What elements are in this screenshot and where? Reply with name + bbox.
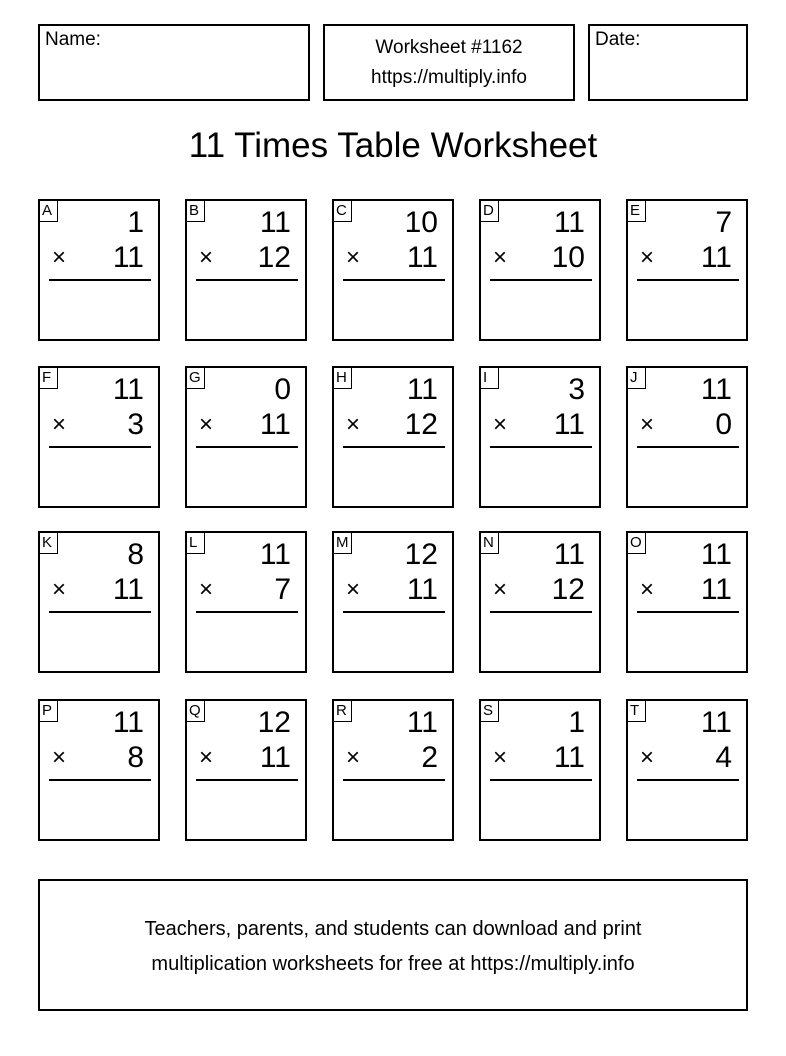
multiplier: 11 bbox=[259, 741, 291, 774]
problem-label: O bbox=[628, 533, 646, 554]
problem-card[interactable] bbox=[38, 699, 160, 841]
multiplier: 12 bbox=[404, 408, 438, 441]
times-sign: × bbox=[52, 411, 67, 438]
times-sign: × bbox=[52, 244, 67, 271]
answer-line bbox=[49, 279, 151, 281]
problem-card[interactable] bbox=[332, 531, 454, 673]
multiplier: 8 bbox=[127, 741, 144, 774]
multiplicand: 11 bbox=[112, 373, 144, 406]
multiplicand: 11 bbox=[406, 373, 438, 406]
times-sign: × bbox=[493, 411, 508, 438]
multiplier: 11 bbox=[700, 573, 732, 606]
answer-line bbox=[343, 779, 445, 781]
answer-line bbox=[196, 779, 298, 781]
multiplier: 7 bbox=[274, 573, 291, 606]
problem-card[interactable] bbox=[479, 699, 601, 841]
times-sign: × bbox=[640, 744, 655, 771]
multiplier: 11 bbox=[406, 573, 438, 606]
name-label: Name: bbox=[45, 29, 101, 50]
times-sign: × bbox=[493, 244, 508, 271]
multiplicand: 11 bbox=[259, 206, 291, 239]
multiplier: 11 bbox=[406, 241, 438, 274]
problem-label: C bbox=[334, 201, 352, 222]
multiplicand: 1 bbox=[127, 206, 144, 239]
problem-label: S bbox=[481, 701, 499, 722]
times-sign: × bbox=[346, 576, 361, 603]
problem-label: K bbox=[40, 533, 58, 554]
problem-card[interactable] bbox=[38, 366, 160, 508]
answer-line bbox=[196, 279, 298, 281]
answer-line bbox=[343, 279, 445, 281]
times-sign: × bbox=[640, 244, 655, 271]
footer-line-1: Teachers, parents, and students can download and print bbox=[144, 918, 642, 940]
problem-label: B bbox=[187, 201, 205, 222]
multiplier: 4 bbox=[715, 741, 732, 774]
times-sign: × bbox=[640, 411, 655, 438]
problem-card[interactable] bbox=[626, 199, 748, 341]
answer-line bbox=[196, 446, 298, 448]
problem-label: E bbox=[628, 201, 646, 222]
problem-card[interactable] bbox=[626, 366, 748, 508]
multiplicand: 12 bbox=[257, 706, 291, 739]
problem-card[interactable] bbox=[185, 199, 307, 341]
answer-line bbox=[637, 779, 739, 781]
answer-line bbox=[637, 279, 739, 281]
worksheet-number: Worksheet #1162 bbox=[375, 37, 523, 58]
multiplier: 11 bbox=[112, 241, 144, 274]
problem-label: M bbox=[334, 533, 352, 554]
worksheet-url: https://multiply.info bbox=[371, 67, 527, 88]
multiplier: 10 bbox=[551, 241, 585, 274]
answer-line bbox=[490, 779, 592, 781]
problem-label: I bbox=[481, 368, 499, 389]
multiplicand: 3 bbox=[568, 373, 585, 406]
problem-card[interactable] bbox=[626, 699, 748, 841]
problem-card[interactable] bbox=[185, 699, 307, 841]
date-label: Date: bbox=[595, 29, 641, 50]
problem-card[interactable] bbox=[38, 199, 160, 341]
answer-line bbox=[637, 611, 739, 613]
answer-line bbox=[490, 611, 592, 613]
problem-label: N bbox=[481, 533, 499, 554]
multiplier: 2 bbox=[421, 741, 438, 774]
times-sign: × bbox=[199, 576, 214, 603]
times-sign: × bbox=[493, 576, 508, 603]
problem-card[interactable] bbox=[479, 531, 601, 673]
problem-card[interactable] bbox=[332, 699, 454, 841]
multiplicand: 8 bbox=[127, 538, 144, 571]
answer-line bbox=[490, 446, 592, 448]
problem-card[interactable] bbox=[479, 366, 601, 508]
multiplicand: 11 bbox=[700, 538, 732, 571]
problem-label: Q bbox=[187, 701, 205, 722]
problem-card[interactable] bbox=[185, 531, 307, 673]
answer-line bbox=[49, 611, 151, 613]
problem-card[interactable] bbox=[38, 531, 160, 673]
problem-card[interactable] bbox=[479, 199, 601, 341]
problem-label: A bbox=[40, 201, 58, 222]
problem-label: G bbox=[187, 368, 205, 389]
multiplier: 3 bbox=[127, 408, 144, 441]
problem-card[interactable] bbox=[185, 366, 307, 508]
footer-note bbox=[38, 879, 748, 1011]
times-sign: × bbox=[493, 744, 508, 771]
multiplicand: 0 bbox=[274, 373, 291, 406]
problem-label: F bbox=[40, 368, 58, 389]
multiplier: 11 bbox=[259, 408, 291, 441]
multiplier: 12 bbox=[257, 241, 291, 274]
multiplier: 11 bbox=[700, 241, 732, 274]
multiplicand: 11 bbox=[553, 538, 585, 571]
times-sign: × bbox=[199, 744, 214, 771]
times-sign: × bbox=[52, 576, 67, 603]
multiplicand: 11 bbox=[553, 206, 585, 239]
multiplicand: 11 bbox=[406, 706, 438, 739]
times-sign: × bbox=[199, 244, 214, 271]
problem-card[interactable] bbox=[332, 199, 454, 341]
answer-line bbox=[490, 279, 592, 281]
multiplicand: 1 bbox=[568, 706, 585, 739]
multiplicand: 12 bbox=[404, 538, 438, 571]
problem-label: H bbox=[334, 368, 352, 389]
multiplier: 11 bbox=[112, 573, 144, 606]
multiplier: 12 bbox=[551, 573, 585, 606]
answer-line bbox=[196, 611, 298, 613]
multiplier: 11 bbox=[553, 741, 585, 774]
problem-label: P bbox=[40, 701, 58, 722]
times-sign: × bbox=[199, 411, 214, 438]
multiplier: 0 bbox=[715, 408, 732, 441]
multiplicand: 11 bbox=[700, 373, 732, 406]
answer-line bbox=[637, 446, 739, 448]
multiplicand: 11 bbox=[112, 706, 144, 739]
answer-line bbox=[343, 611, 445, 613]
problem-label: J bbox=[628, 368, 646, 389]
problem-card[interactable] bbox=[626, 531, 748, 673]
problem-card[interactable] bbox=[332, 366, 454, 508]
problem-label: T bbox=[628, 701, 646, 722]
multiplicand: 7 bbox=[715, 206, 732, 239]
problem-label: R bbox=[334, 701, 352, 722]
answer-line bbox=[49, 779, 151, 781]
times-sign: × bbox=[346, 244, 361, 271]
answer-line bbox=[49, 446, 151, 448]
answer-line bbox=[343, 446, 445, 448]
multiplier: 11 bbox=[553, 408, 585, 441]
times-sign: × bbox=[52, 744, 67, 771]
multiplicand: 11 bbox=[700, 706, 732, 739]
times-sign: × bbox=[640, 576, 655, 603]
times-sign: × bbox=[346, 411, 361, 438]
problem-label: D bbox=[481, 201, 499, 222]
page-title: 11 Times Table Worksheet bbox=[188, 126, 598, 165]
times-sign: × bbox=[346, 744, 361, 771]
problem-label: L bbox=[187, 533, 205, 554]
footer-line-2: multiplication worksheets for free at https://multiply.info bbox=[151, 953, 635, 975]
multiplicand: 11 bbox=[259, 538, 291, 571]
multiplicand: 10 bbox=[404, 206, 438, 239]
